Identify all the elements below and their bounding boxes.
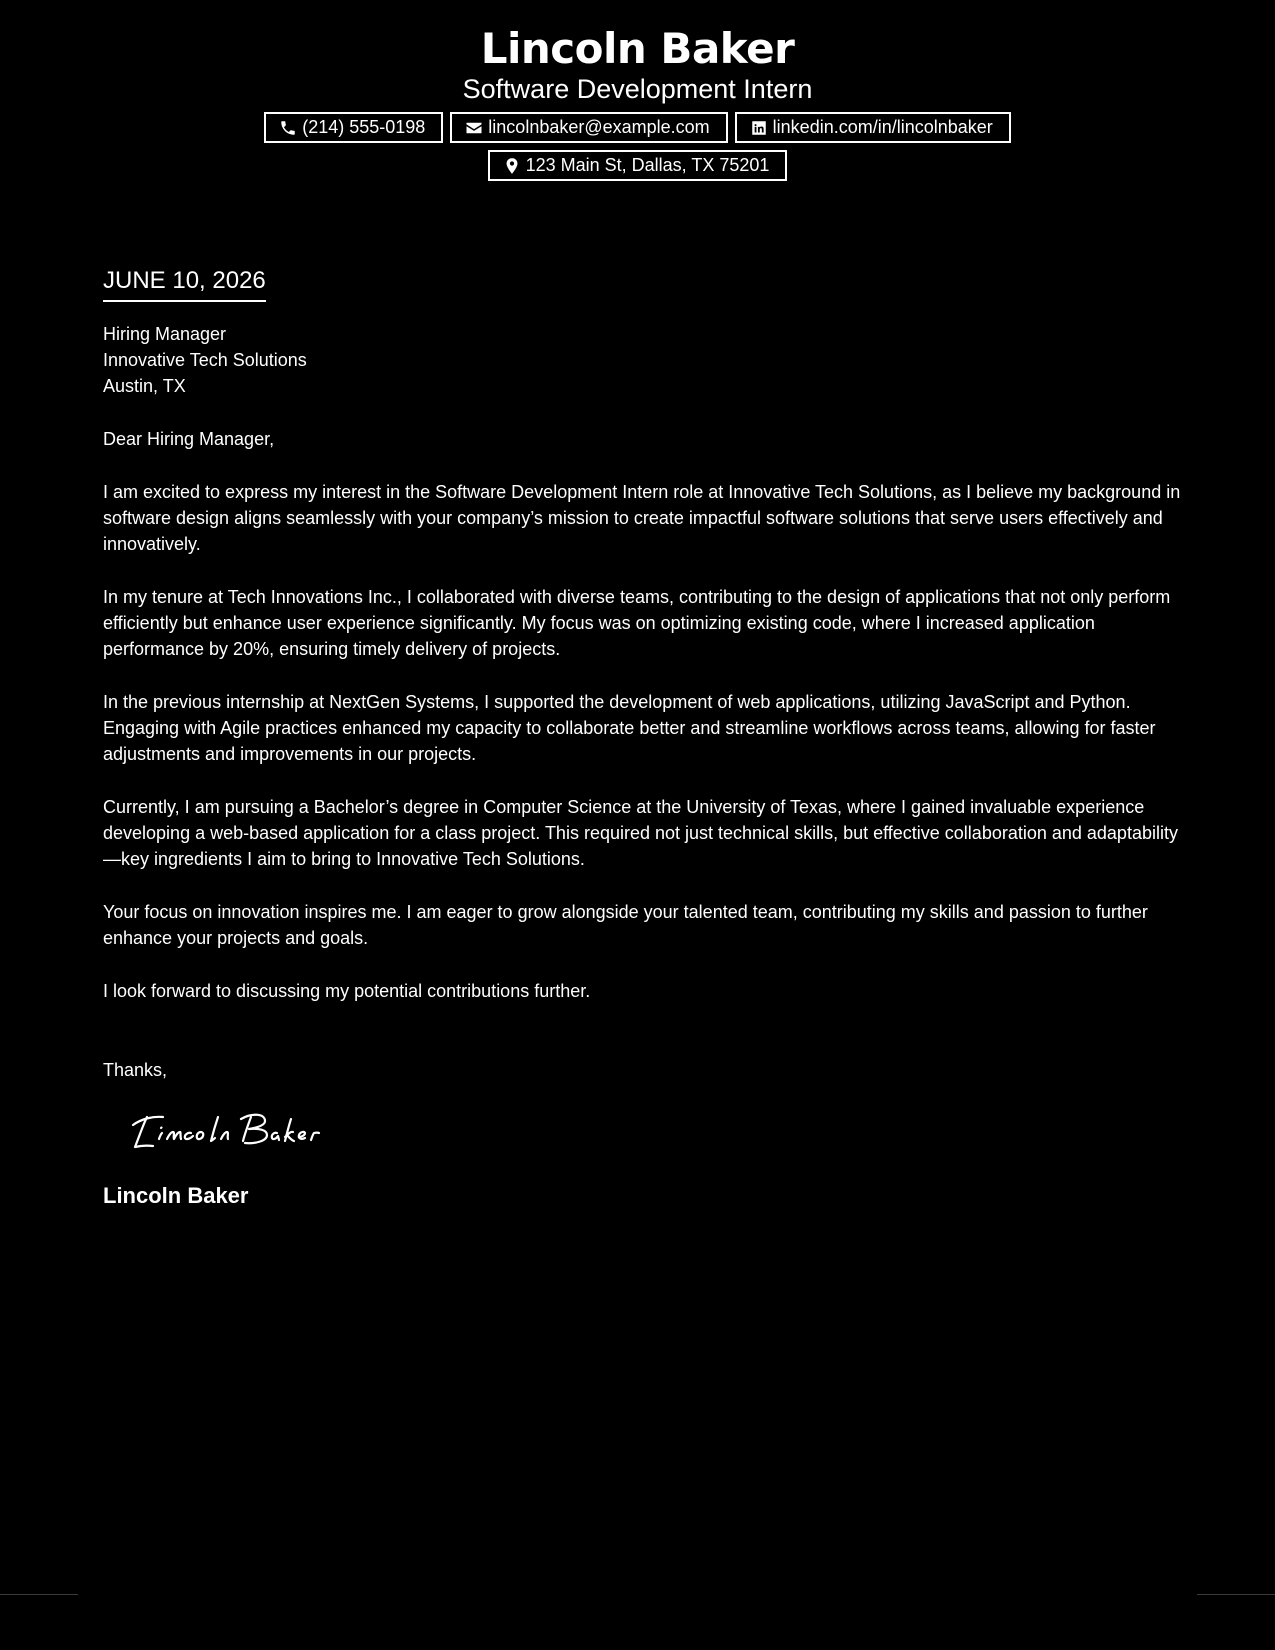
contact-row (0, 112, 1275, 143)
footer-rule-left (0, 1594, 78, 1595)
paragraph-4: Currently, I am pursuing a Bachelor’s degree in Computer Science at the University of Texas, where I gained invaluable experience developing a web-based application for a class project. This required not just technical skills, but effective collaboration and adaptability—key ingredients I aim to bring to Innovative Tech Solutions. (103, 797, 1178, 869)
linkedin-icon (750, 119, 768, 137)
recipient-location: Austin, TX (103, 376, 186, 396)
map-pin-icon (503, 157, 521, 175)
signer-name: Lincoln Baker (103, 1183, 249, 1208)
closing: Thanks, (103, 1060, 168, 1080)
paragraph-6: I look forward to discussing my potential contributions further. (103, 981, 591, 1001)
paragraph-1: I am excited to express my interest in the Software Development Intern role at Innovative Tech Solutions, as I believe my background in software design aligns seamlessly with your company’s mission to create impactful software solutions that serve users effectively and innovatively. (103, 482, 1181, 554)
address-row (0, 150, 1275, 181)
footer-rule-right (1197, 1594, 1275, 1595)
email-text: lincolnbaker@example.com (488, 117, 710, 137)
linkedin-text: linkedin.com/in/lincolnbaker (772, 117, 993, 137)
salutation: Dear Hiring Manager, (103, 429, 275, 449)
letterhead (0, 22, 1275, 181)
paragraph-2: In my tenure at Tech Innovations Inc., I collaborated with diverse teams, contributing to the design of applications that not only perform efficiently but enhance user experience significantly. My focus was on optimizing existing code, where I increased application performance by 20%, ensuring timely delivery of projects. (103, 587, 1171, 659)
letter-date: JUNE 10, 2026 (103, 266, 266, 302)
signature-image (125, 1103, 345, 1163)
applicant-name: Lincoln Baker (480, 24, 795, 73)
job-title: Software Development Intern (462, 74, 813, 104)
email-chip[interactable] (450, 112, 727, 143)
paragraph-3: In the previous internship at NextGen Systems, I supported the development of web applications, utilizing JavaScript and Python. Engaging with Agile practices enhanced my capacity to collaborate better and streamline workflows across teams, allowing for faster adjustments and improvements in our projects. (103, 692, 1156, 764)
address-text: 123 Main St, Dallas, TX 75201 (525, 155, 770, 175)
envelope-icon (465, 119, 483, 137)
phone-chip[interactable] (264, 112, 443, 143)
letter-body (103, 266, 1183, 1210)
recipient-company: Innovative Tech Solutions (103, 350, 307, 370)
phone-text: (214) 555-0198 (302, 117, 426, 137)
recipient-name: Hiring Manager (103, 324, 227, 344)
paragraph-5: Your focus on innovation inspires me. I am eager to grow alongside your talented team, contributing my skills and passion to further enhance your projects and goals. (103, 902, 1148, 948)
recipient-block (103, 321, 1183, 399)
linkedin-chip[interactable] (735, 112, 1011, 143)
phone-icon (279, 119, 297, 137)
address-chip[interactable] (488, 150, 788, 181)
